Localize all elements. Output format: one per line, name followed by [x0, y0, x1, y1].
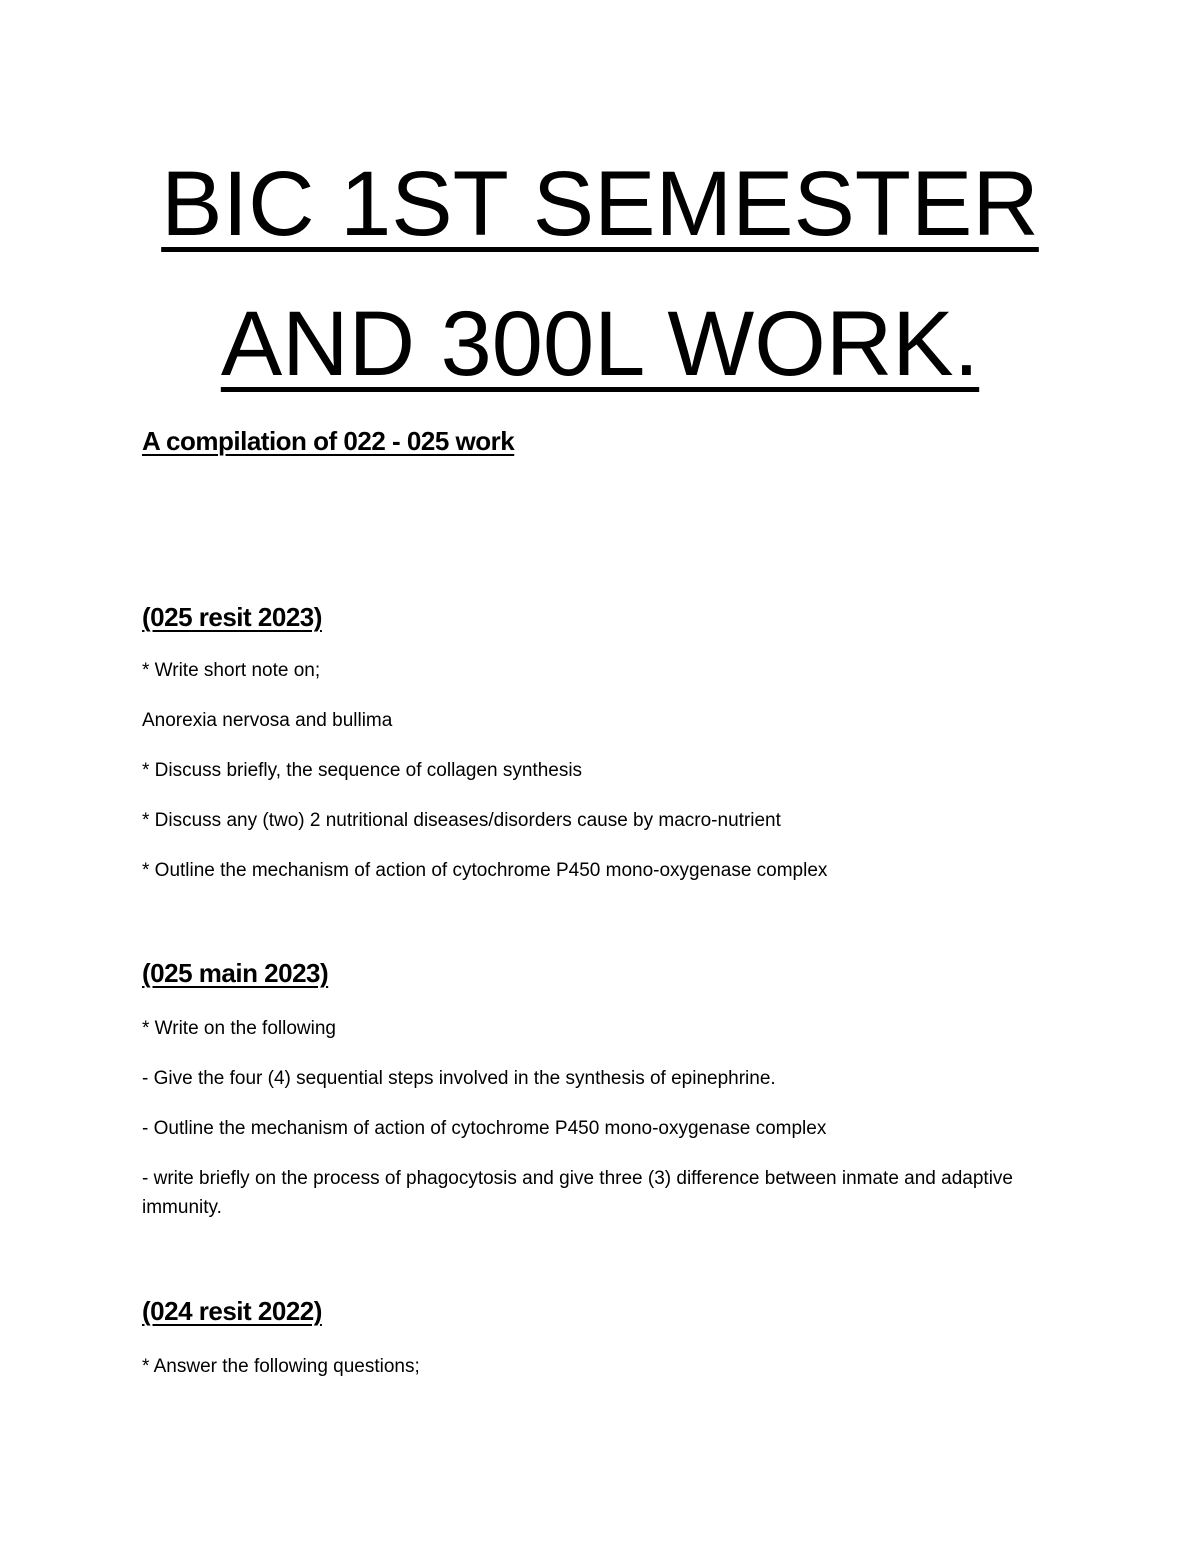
document-title-line-1-text: BIC 1ST SEMESTER [161, 153, 1039, 255]
section-1-line-1: * Write short note on; [142, 660, 321, 681]
section-1-line-3: * Discuss briefly, the sequence of collagen synthesis [142, 760, 583, 781]
section-heading-024-resit-2022: (024 resit 2022) [142, 1296, 322, 1326]
section-3-line-1: * Answer the following questions; [142, 1356, 420, 1377]
section-2-line-4: - write briefly on the process of phagocytosis and give three (3) difference between inmate and adaptive immunity. [142, 1168, 1013, 1218]
section-heading-025-main-2023: (025 main 2023) [142, 958, 329, 988]
section-2-line-1: * Write on the following [142, 1018, 336, 1039]
document-title-line-2 [0, 293, 1200, 395]
document-title-line-2-text: AND 300L WORK. [220, 293, 980, 395]
section-1-line-4: * Discuss any (two) 2 nutritional diseases/disorders cause by macro-nutrient [142, 810, 781, 831]
section-2-line-2: - Give the four (4) sequential steps involved in the synthesis of epinephrine. [142, 1068, 776, 1089]
document-title-line-1 [0, 153, 1200, 255]
section-1-line-5: * Outline the mechanism of action of cytochrome P450 mono-oxygenase complex [142, 860, 828, 881]
section-2-line-3: - Outline the mechanism of action of cytochrome P450 mono-oxygenase complex [142, 1118, 827, 1139]
document-subtitle: A compilation of 022 - 025 work [142, 426, 515, 456]
section-1-line-2: Anorexia nervosa and bullima [142, 710, 393, 731]
section-heading-025-resit-2023: (025 resit 2023) [142, 602, 322, 632]
